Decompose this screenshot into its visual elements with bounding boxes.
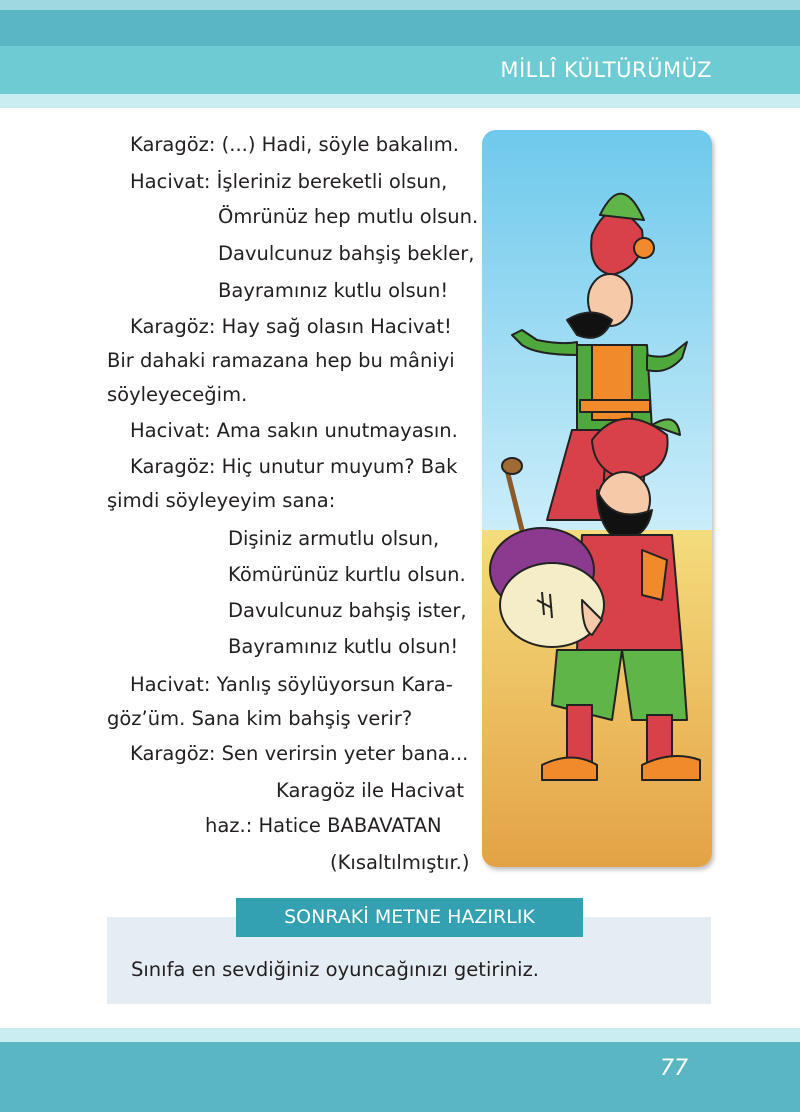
poem-line: Hacivat: Yanlış söylüyorsun Kara- — [130, 673, 453, 696]
poem-line: şimdi söyleyeyim sana: — [107, 489, 336, 512]
drummer-figures-image — [482, 130, 712, 867]
poem-line: Hacivat: Ama sakın unutmayasın. — [130, 419, 458, 442]
poem-line: Bir dahaki ramazana hep bu mâniyi — [107, 349, 455, 372]
poem-line: söyleyeceğim. — [107, 383, 248, 406]
karagoz-hacivat-illustration — [482, 130, 712, 867]
section-title: MİLLÎ KÜLTÜRÜMÜZ — [500, 58, 712, 82]
page-number: 77 — [660, 1056, 688, 1081]
preparation-label: SONRAKİ METNE HAZIRLIK — [236, 898, 583, 937]
poem-line: göz’üm. Sana kim bahşiş verir? — [107, 707, 413, 730]
poem-line: Bayramınız kutlu olsun! — [218, 279, 449, 302]
footer-strip — [0, 1028, 800, 1042]
poem-line: Karagöz: Sen verirsin yeter bana... — [130, 742, 469, 765]
poem-line: Hacivat: İşleriniz bereketli olsun, — [130, 170, 448, 193]
poem-line: Dişiniz armutlu olsun, — [228, 527, 440, 550]
abridged-note: (Kısaltılmıştır.) — [330, 851, 470, 874]
poem-line: Davulcunuz bahşiş bekler, — [218, 242, 475, 265]
poem-line: Davulcunuz bahşiş ister, — [228, 599, 467, 622]
poem-line: Ömrünüz hep mutlu olsun. — [218, 205, 479, 228]
source-author: haz.: Hatice BABAVATAN — [205, 814, 442, 837]
poem-line: Karagöz: Hiç unutur muyum? Bak — [130, 455, 458, 478]
preparation-text: Sınıfa en sevdiğiniz oyuncağınızı getiriniz. — [131, 958, 540, 981]
poem-line: Kömürünüz kurtlu olsun. — [228, 563, 466, 586]
poem-line: Karagöz: (...) Hadi, söyle bakalım. — [130, 133, 459, 156]
poem-line: Karagöz: Hay sağ olasın Hacivat! — [130, 315, 452, 338]
source-title: Karagöz ile Hacivat — [276, 779, 465, 802]
poem-line: Bayramınız kutlu olsun! — [228, 635, 459, 658]
